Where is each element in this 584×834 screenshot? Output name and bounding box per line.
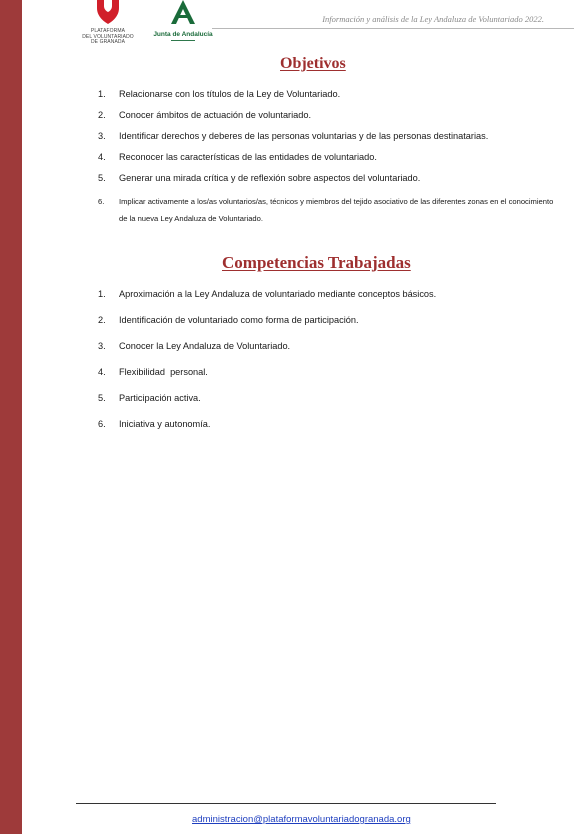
list-item-text: Conocer ámbitos de actuación de voluntariado. bbox=[119, 110, 312, 120]
list-item bbox=[98, 109, 558, 121]
header-divider bbox=[212, 28, 574, 29]
list-item-text: Conocer la Ley Andaluza de Voluntariado. bbox=[119, 341, 291, 351]
list-item bbox=[98, 288, 558, 300]
list-item bbox=[98, 151, 558, 163]
list-item-text: Generar una mirada crítica y de reflexión sobre aspectos del voluntariado. bbox=[119, 173, 421, 183]
list-item-number: 6. bbox=[98, 419, 106, 429]
plataforma-logo-line-3: DE GRANADA bbox=[90, 39, 126, 45]
list-item-text: Relacionarse con los títulos de la Ley de Voluntariado. bbox=[119, 89, 341, 99]
footer-divider bbox=[76, 803, 496, 804]
list-item-number: 1. bbox=[98, 89, 106, 99]
plataforma-heart-icon bbox=[93, 0, 123, 24]
plataforma-logo-line-2: DEL VOLUNTARIADO bbox=[82, 33, 134, 40]
list-item bbox=[98, 366, 558, 378]
footer-email-link[interactable]: administracion@plataformavoluntariadogranada.org bbox=[192, 814, 411, 825]
list-item-number: 6. bbox=[98, 197, 105, 206]
junta-andalucia-name: Junta de Andalucía bbox=[153, 31, 213, 38]
list-item-number: 4. bbox=[98, 367, 106, 377]
list-item-number: 3. bbox=[98, 131, 106, 141]
header-title: Información y análisis de la Ley Andaluza de Voluntariado 2022. bbox=[322, 14, 544, 24]
list-item bbox=[98, 88, 558, 100]
list-item-text: Identificación de voluntariado como forma de participación. bbox=[119, 315, 359, 325]
plataforma-logo-line-1: PLATAFORMA bbox=[90, 28, 126, 34]
plataforma-voluntariado-logo bbox=[76, 0, 140, 48]
left-sidebar-band bbox=[0, 0, 22, 834]
list-item-number: 2. bbox=[98, 110, 106, 120]
list-item bbox=[98, 172, 558, 184]
list-item bbox=[98, 340, 558, 352]
objetivos-list bbox=[98, 88, 558, 236]
list-item bbox=[98, 314, 558, 326]
list-item-text: Implicar activamente a los/as voluntarios/as, técnicos y miembros del tejido asociativo de las diferentes zonas en el conocimiento de la nueva Ley Andaluza de Voluntariado. bbox=[119, 197, 554, 223]
list-item-text: Flexibilidad personal. bbox=[119, 367, 208, 377]
list-item-text: Participación activa. bbox=[119, 393, 201, 403]
junta-andalucia-logo bbox=[148, 0, 218, 48]
list-item-number: 4. bbox=[98, 152, 106, 162]
list-item-number: 5. bbox=[98, 173, 106, 183]
list-item-number: 1. bbox=[98, 289, 106, 299]
list-item-number: 2. bbox=[98, 315, 106, 325]
list-item-number: 3. bbox=[98, 341, 106, 351]
list-item-text: Aproximación a la Ley Andaluza de voluntariado mediante conceptos básicos. bbox=[119, 289, 437, 299]
list-item-text: Identificar derechos y deberes de las personas voluntarias y de las personas destinatarias. bbox=[119, 131, 489, 141]
competencias-list bbox=[98, 288, 558, 444]
list-item bbox=[98, 418, 558, 430]
junta-andalucia-a-icon bbox=[169, 0, 197, 24]
junta-andalucia-subtitle-bar: ▬▬▬▬▬▬▬▬ bbox=[171, 38, 195, 42]
list-item-number: 5. bbox=[98, 393, 106, 403]
page-header bbox=[22, 0, 584, 50]
list-item bbox=[98, 193, 558, 227]
competencias-heading: Competencias Trabajadas bbox=[222, 253, 411, 272]
list-item-text: Reconocer las características de las entidades de voluntariado. bbox=[119, 152, 377, 162]
list-item-text: Iniciativa y autonomía. bbox=[119, 419, 211, 429]
list-item bbox=[98, 130, 558, 142]
list-item bbox=[98, 392, 558, 404]
objetivos-heading: Objetivos bbox=[280, 55, 346, 72]
